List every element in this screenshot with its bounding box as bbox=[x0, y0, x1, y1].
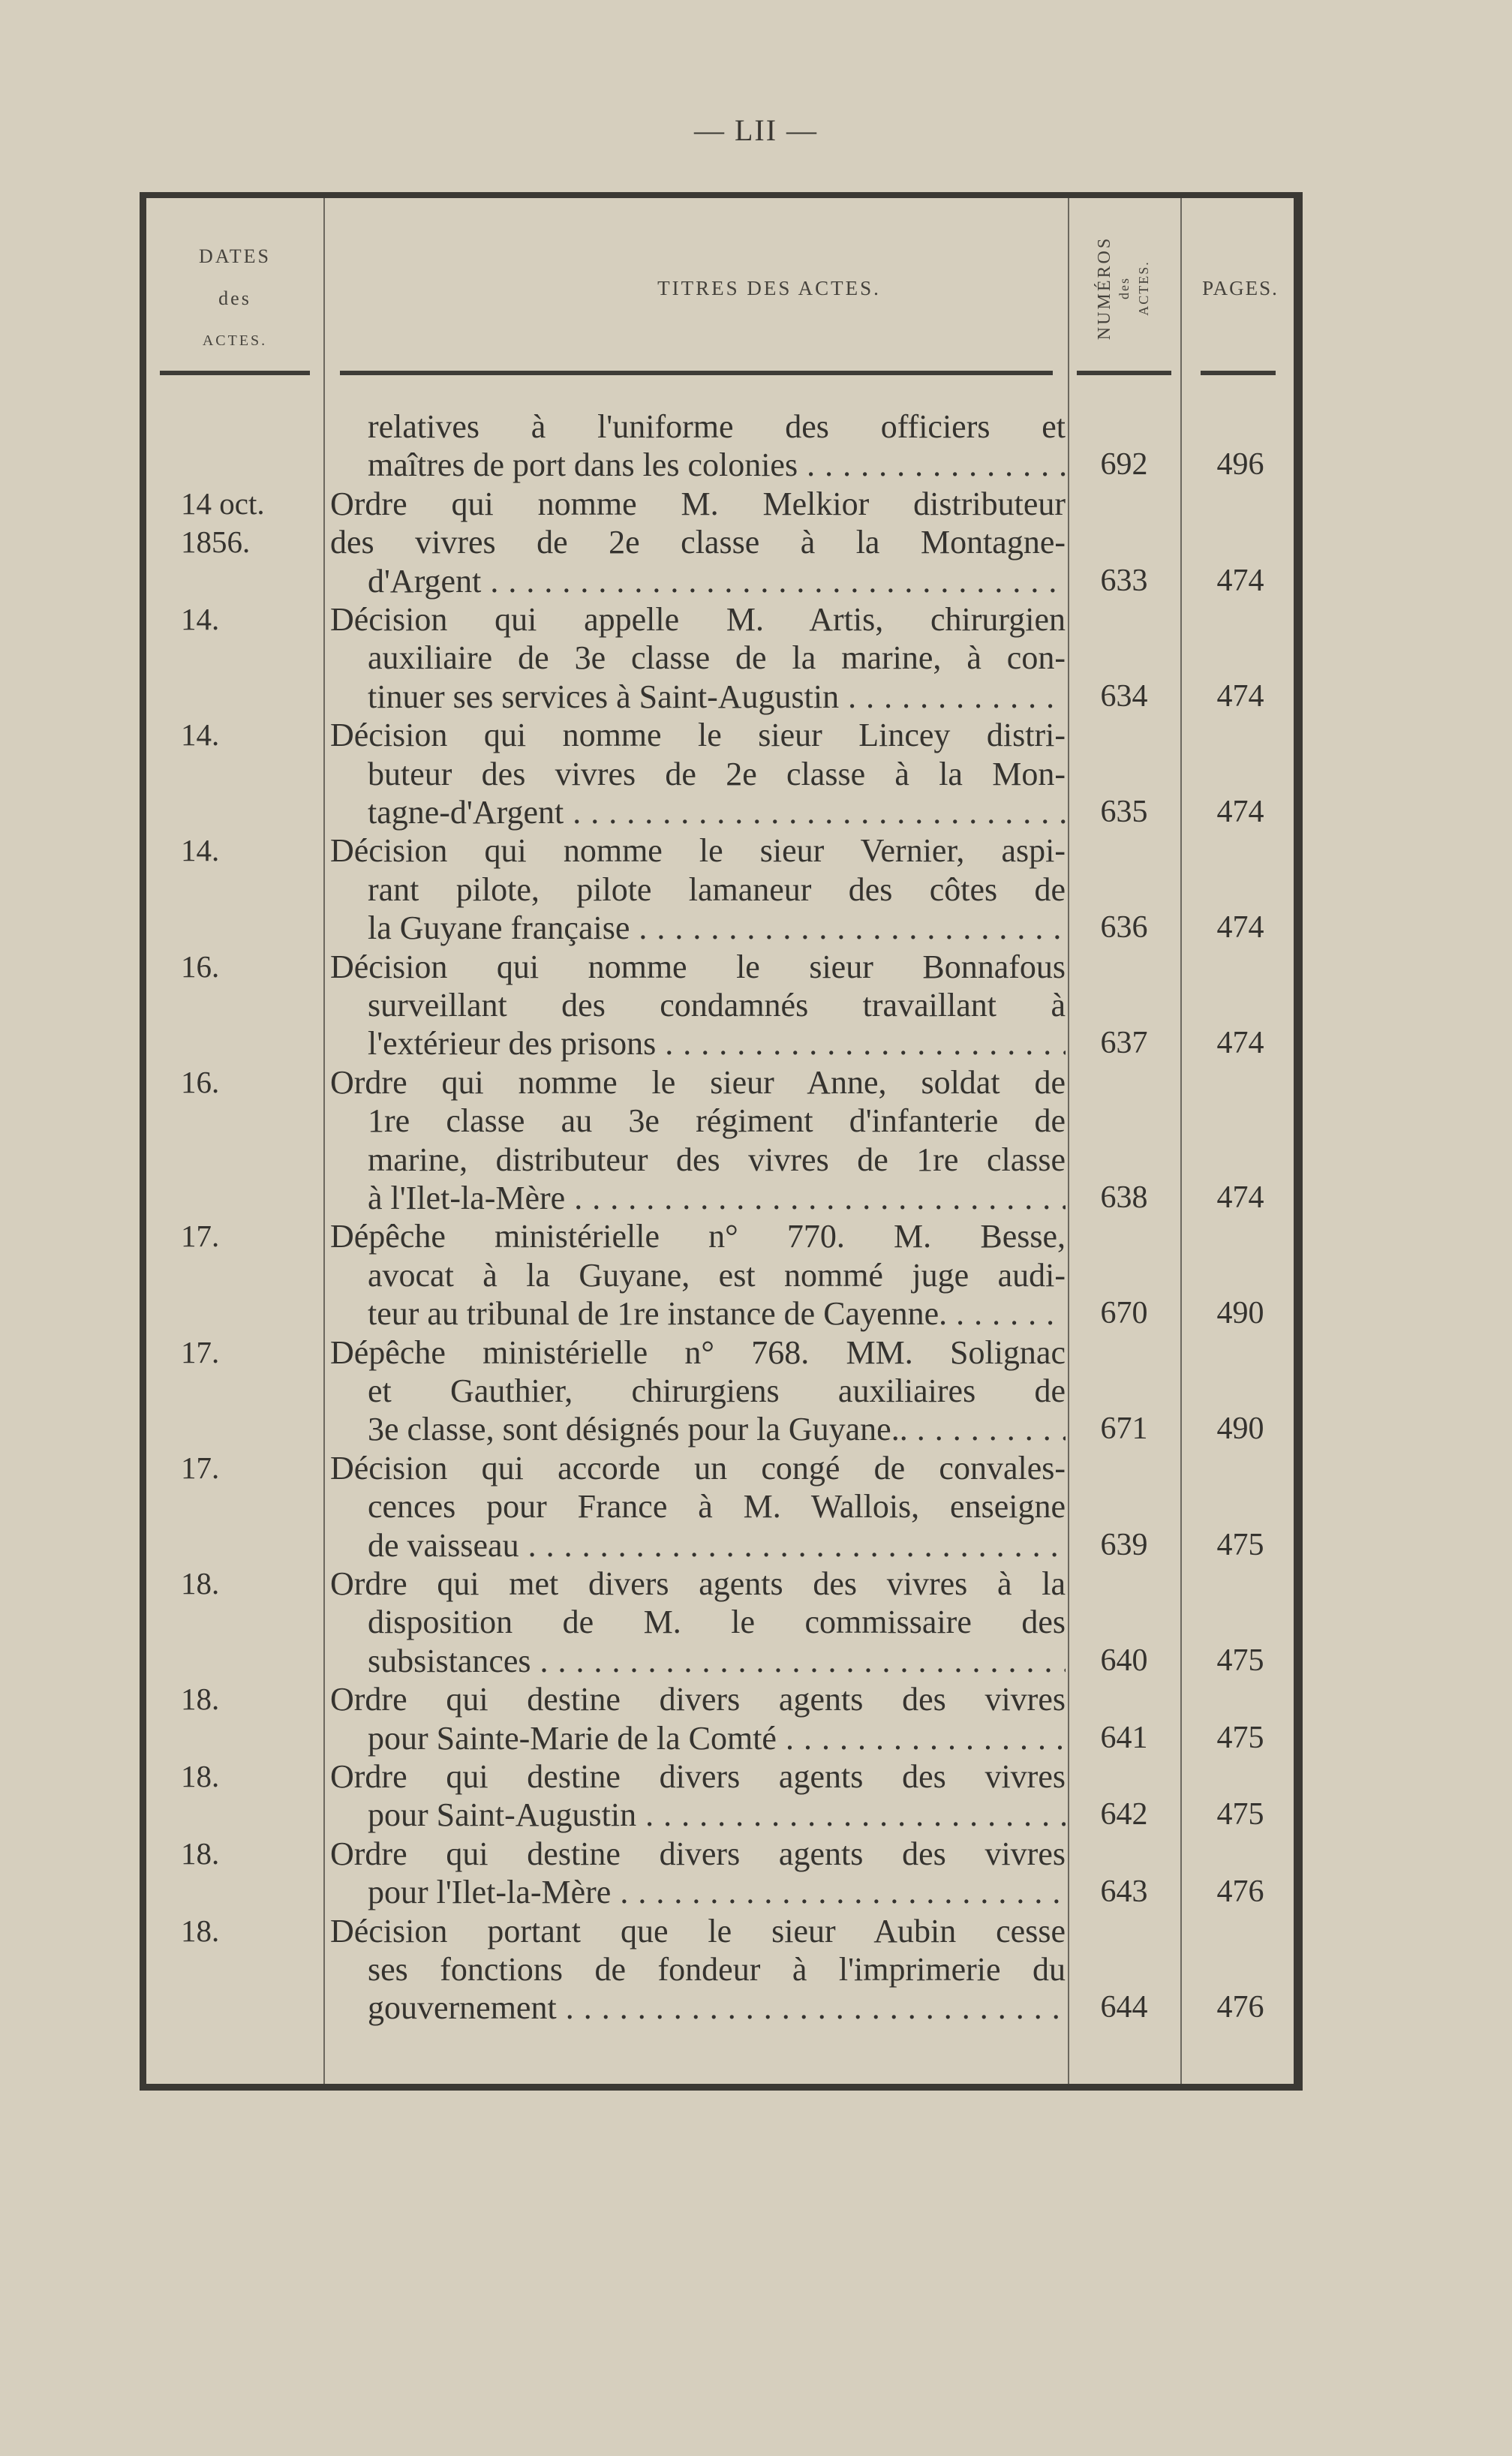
header-numeros-line1: NUMÉROS bbox=[1095, 236, 1114, 341]
act-number: 640 bbox=[1100, 1643, 1148, 1678]
table-line bbox=[146, 1449, 1302, 1487]
act-title-line: et Gauthier, chirurgiens auxiliaires de bbox=[368, 1372, 1066, 1409]
act-title-line: buteur des vivres de 2e classe à la Mon- bbox=[368, 756, 1066, 792]
table-line bbox=[146, 1256, 1302, 1294]
act-title-line: Décision portant que le sieur Aubin cesse bbox=[330, 1913, 1066, 1949]
act-date: 17. bbox=[181, 1219, 220, 1253]
table-line bbox=[146, 446, 1302, 484]
act-number: 639 bbox=[1100, 1528, 1148, 1562]
act-number: 641 bbox=[1100, 1721, 1148, 1755]
act-number: 635 bbox=[1100, 795, 1148, 829]
page-ref: 496 bbox=[1216, 447, 1264, 482]
page-ref: 474 bbox=[1216, 910, 1264, 945]
table-line bbox=[146, 1873, 1302, 1911]
act-title-line: ses fonctions de fondeur à l'imprimerie du bbox=[368, 1951, 1066, 1988]
act-title-line: Dépêche ministérielle n° 768. MM. Solignac bbox=[330, 1334, 1066, 1371]
page-ref: 475 bbox=[1216, 1643, 1264, 1678]
table-line bbox=[146, 562, 1302, 600]
act-date: 14. bbox=[181, 833, 220, 867]
table-line bbox=[146, 600, 1302, 639]
act-number: 637 bbox=[1100, 1026, 1148, 1060]
header-pages: PAGES. bbox=[1202, 277, 1279, 299]
table-line bbox=[146, 986, 1302, 1024]
act-title-line: Ordre qui nomme M. Melkior distributeur bbox=[330, 485, 1066, 522]
act-title-line: pour l'Ilet-la-Mère . . . bbox=[368, 1873, 1066, 1911]
table-line bbox=[146, 1102, 1302, 1140]
act-title-line: à l'Ilet-la-Mère . . . bbox=[368, 1179, 1066, 1217]
act-date: 14. bbox=[181, 717, 220, 752]
page-ref: 474 bbox=[1216, 1180, 1264, 1215]
page-header: — LII — bbox=[693, 113, 819, 147]
act-title-line: Ordre qui nomme le sieur Anne, soldat de bbox=[330, 1064, 1066, 1101]
table-line bbox=[146, 1526, 1302, 1565]
act-date: 14. bbox=[181, 602, 220, 636]
table-line bbox=[146, 1410, 1302, 1448]
table-line bbox=[146, 523, 1302, 561]
act-title-line: d'Argent . . . bbox=[368, 562, 1066, 600]
act-title-line: maîtres de port dans les colonies . . . bbox=[368, 446, 1066, 484]
act-title-line: rant pilote, pilote lamaneur des côtes de bbox=[368, 871, 1066, 908]
page-ref: 474 bbox=[1216, 1026, 1264, 1060]
table-line bbox=[146, 755, 1302, 793]
act-date: 18. bbox=[181, 1682, 220, 1716]
header-dates bbox=[146, 236, 323, 362]
act-title-line: gouvernement . . . bbox=[368, 1989, 1066, 2027]
table-line bbox=[146, 1835, 1302, 1873]
act-title-line: tinuer ses services à Saint-Augustin . . . bbox=[368, 678, 1066, 716]
table-line bbox=[146, 1063, 1302, 1102]
act-date: 14 oct. bbox=[181, 486, 265, 521]
act-title-line: la Guyane française . . . bbox=[368, 909, 1066, 947]
header-rule bbox=[340, 371, 1053, 375]
act-title-line: Décision qui appelle M. Artis, chirurgien bbox=[330, 601, 1066, 638]
table-line bbox=[146, 1141, 1302, 1179]
table-line bbox=[146, 1603, 1302, 1641]
act-date: 18. bbox=[181, 1836, 220, 1871]
act-number: 671 bbox=[1100, 1411, 1148, 1446]
page-ref: 475 bbox=[1216, 1528, 1264, 1562]
page-ref: 475 bbox=[1216, 1721, 1264, 1755]
header-numeros-line2: des bbox=[1117, 277, 1132, 300]
table-line bbox=[146, 793, 1302, 831]
act-number: 692 bbox=[1100, 447, 1148, 482]
page-ref: 474 bbox=[1216, 679, 1264, 714]
act-date: 16. bbox=[181, 1065, 220, 1099]
act-number: 670 bbox=[1100, 1296, 1148, 1330]
header-rule bbox=[160, 371, 310, 375]
act-title-line: de vaisseau . . . bbox=[368, 1526, 1066, 1565]
table-line bbox=[146, 1950, 1302, 1989]
page-ref: 476 bbox=[1216, 1990, 1264, 2025]
act-title-line: des vivres de 2e classe à la Montagne- bbox=[330, 524, 1066, 561]
table-line bbox=[146, 1989, 1302, 2027]
act-number: 633 bbox=[1100, 564, 1148, 598]
page-ref: 474 bbox=[1216, 795, 1264, 829]
act-title-line: pour Saint-Augustin . . . bbox=[368, 1796, 1066, 1834]
header-dates-line1: DATES bbox=[199, 245, 271, 267]
table-line bbox=[146, 1642, 1302, 1680]
act-title-line: l'extérieur des prisons . . . bbox=[368, 1024, 1066, 1063]
table-line bbox=[146, 485, 1302, 523]
act-title-line: Décision qui nomme le sieur Vernier, aspi- bbox=[330, 832, 1066, 869]
header-numeros bbox=[1068, 213, 1180, 363]
table-line bbox=[146, 948, 1302, 986]
act-date: 17. bbox=[181, 1335, 220, 1369]
table-line bbox=[146, 1372, 1302, 1410]
header-titres: TITRES DES ACTES. bbox=[657, 277, 881, 299]
table-line bbox=[146, 870, 1302, 909]
act-title-line: marine, distributeur des vivres de 1re classe bbox=[368, 1141, 1066, 1178]
table-line bbox=[146, 716, 1302, 754]
act-title-line: Ordre qui met divers agents des vivres à la bbox=[330, 1565, 1066, 1602]
act-title-line: Décision qui nomme le sieur Bonnafous bbox=[330, 948, 1066, 985]
header-dates-line3: ACTES. bbox=[202, 332, 268, 349]
table-line bbox=[146, 1757, 1302, 1796]
act-title-line: auxiliaire de 3e classe de la marine, à con- bbox=[368, 639, 1066, 676]
table-line bbox=[146, 1912, 1302, 1950]
table-line bbox=[146, 1719, 1302, 1757]
act-title-line: relatives à l'uniforme des officiers et bbox=[368, 408, 1066, 445]
act-title-line: avocat à la Guyane, est nommé juge audi- bbox=[368, 1257, 1066, 1294]
act-date: 18. bbox=[181, 1759, 220, 1793]
act-title-line: disposition de M. le commissaire des bbox=[368, 1604, 1066, 1640]
act-title-line: teur au tribunal de 1re instance de Cayenne. . . . bbox=[368, 1294, 1066, 1333]
act-date: 18. bbox=[181, 1566, 220, 1601]
header-rule bbox=[1201, 371, 1276, 375]
table-line bbox=[146, 1294, 1302, 1333]
page-ref: 476 bbox=[1216, 1874, 1264, 1909]
act-number: 634 bbox=[1100, 679, 1148, 714]
page-ref: 490 bbox=[1216, 1296, 1264, 1330]
header-rule bbox=[1077, 371, 1171, 375]
acts-table bbox=[140, 192, 1303, 2091]
table-line bbox=[146, 1565, 1302, 1603]
act-title-line: 1re classe au 3e régiment d'infanterie de bbox=[368, 1102, 1066, 1139]
table-line bbox=[146, 909, 1302, 947]
act-title-line: Décision qui nomme le sieur Lincey distri- bbox=[330, 717, 1066, 753]
table-line bbox=[146, 678, 1302, 716]
table-line bbox=[146, 1333, 1302, 1372]
header-dates-line2: des bbox=[218, 287, 251, 309]
table-line bbox=[146, 831, 1302, 870]
act-title-line: Ordre qui destine divers agents des vivres bbox=[330, 1681, 1066, 1718]
act-number: 643 bbox=[1100, 1874, 1148, 1909]
act-title-line: tagne-d'Argent . . . bbox=[368, 793, 1066, 831]
page-ref: 475 bbox=[1216, 1797, 1264, 1832]
act-title-line: subsistances . . . bbox=[368, 1642, 1066, 1680]
act-date: 16. bbox=[181, 949, 220, 984]
act-number: 642 bbox=[1100, 1797, 1148, 1832]
table-line bbox=[146, 639, 1302, 677]
table-line bbox=[146, 1217, 1302, 1255]
act-title-line: Décision qui accorde un congé de convales- bbox=[330, 1450, 1066, 1487]
act-title-line: Ordre qui destine divers agents des vivres bbox=[330, 1758, 1066, 1795]
page-ref: 490 bbox=[1216, 1411, 1264, 1446]
table-line bbox=[146, 1680, 1302, 1718]
table-line bbox=[146, 1024, 1302, 1063]
table-line bbox=[146, 1796, 1302, 1834]
table-line bbox=[146, 1179, 1302, 1217]
act-title-line: Ordre qui destine divers agents des vivres bbox=[330, 1835, 1066, 1872]
act-date: 17. bbox=[181, 1450, 220, 1485]
act-title-line: cences pour France à M. Wallois, enseigne bbox=[368, 1488, 1066, 1525]
act-title-line: Dépêche ministérielle n° 770. M. Besse, bbox=[330, 1218, 1066, 1255]
page-ref: 474 bbox=[1216, 564, 1264, 598]
act-number: 644 bbox=[1100, 1990, 1148, 2025]
act-title-line: surveillant des condamnés travaillant à bbox=[368, 987, 1066, 1024]
act-title-line: pour Sainte-Marie de la Comté . . . bbox=[368, 1719, 1066, 1757]
table-line bbox=[146, 1487, 1302, 1526]
act-date: 1856. bbox=[181, 525, 251, 559]
header-numeros-line3: ACTES. bbox=[1136, 260, 1151, 316]
act-number: 638 bbox=[1100, 1180, 1148, 1215]
act-date: 18. bbox=[181, 1913, 220, 1948]
act-title-line: 3e classe, sont désignés pour la Guyane.. . . . bbox=[368, 1410, 1066, 1448]
act-number: 636 bbox=[1100, 910, 1148, 945]
table-line bbox=[146, 407, 1302, 446]
